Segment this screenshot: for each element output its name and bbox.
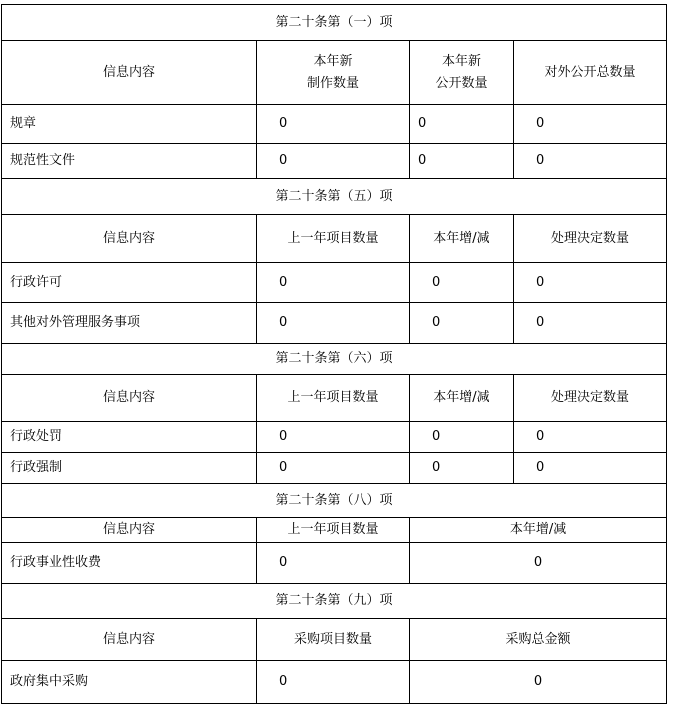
header-cell: 信息内容 bbox=[2, 619, 257, 661]
value-cell: 0 bbox=[257, 144, 410, 179]
header-row bbox=[2, 518, 667, 543]
value-cell: 0 bbox=[410, 144, 514, 179]
row-label: 规范性文件 bbox=[2, 144, 257, 179]
header-cell: 上一年项目数量 bbox=[257, 215, 410, 263]
header-line: 本年新 bbox=[441, 53, 481, 69]
value-cell: 0 bbox=[257, 105, 410, 144]
header-line: 制作数量 bbox=[306, 75, 359, 91]
value-cell: 0 bbox=[514, 422, 667, 453]
value-cell: 0 bbox=[514, 303, 667, 344]
table-row bbox=[2, 453, 667, 484]
value-cell: 0 bbox=[514, 263, 667, 303]
header-cell: 信息内容 bbox=[2, 215, 257, 263]
table-row bbox=[2, 422, 667, 453]
section-title-row bbox=[2, 179, 667, 215]
row-label: 规章 bbox=[2, 105, 257, 144]
table-row bbox=[2, 661, 667, 704]
header-cell: 对外公开总数量 bbox=[514, 41, 667, 105]
row-label: 其他对外管理服务事项 bbox=[2, 303, 257, 344]
section-title-row bbox=[2, 484, 667, 518]
section-title: 第二十条第（一）项 bbox=[2, 5, 667, 41]
table-row bbox=[2, 303, 667, 344]
row-label: 行政处罚 bbox=[2, 422, 257, 453]
header-cell: 本年增/减 bbox=[410, 375, 514, 422]
value-cell: 0 bbox=[410, 263, 514, 303]
header-cell: 处理决定数量 bbox=[514, 215, 667, 263]
value-cell: 0 bbox=[514, 105, 667, 144]
header-cell: 本年增/减 bbox=[410, 518, 667, 543]
value-cell: 0 bbox=[514, 144, 667, 179]
header-cell: 采购总金额 bbox=[410, 619, 667, 661]
value-cell: 0 bbox=[257, 543, 410, 584]
value-cell: 0 bbox=[514, 453, 667, 484]
header-line: 本年新 bbox=[313, 53, 353, 69]
value-cell: 0 bbox=[410, 303, 514, 344]
section-title-row bbox=[2, 584, 667, 619]
table-row bbox=[2, 144, 667, 179]
value-cell: 0 bbox=[257, 303, 410, 344]
header-cell: 采购项目数量 bbox=[257, 619, 410, 661]
row-label: 行政强制 bbox=[2, 453, 257, 484]
section-title-row bbox=[2, 5, 667, 41]
header-cell: 本年增/减 bbox=[410, 215, 514, 263]
disclosure-table bbox=[1, 4, 667, 704]
value-cell: 0 bbox=[257, 263, 410, 303]
header-row bbox=[2, 375, 667, 422]
row-label: 行政事业性收费 bbox=[2, 543, 257, 584]
value-cell: 0 bbox=[410, 543, 667, 584]
header-cell: 信息内容 bbox=[2, 375, 257, 422]
section-title: 第二十条第（八）项 bbox=[2, 484, 667, 518]
value-cell: 0 bbox=[410, 453, 514, 484]
value-cell: 0 bbox=[410, 105, 514, 144]
section-title: 第二十条第（五）项 bbox=[2, 179, 667, 215]
header-row bbox=[2, 619, 667, 661]
row-label: 政府集中采购 bbox=[2, 661, 257, 704]
header-cell: 信息内容 bbox=[2, 41, 257, 105]
section-title-row bbox=[2, 344, 667, 375]
value-cell: 0 bbox=[410, 422, 514, 453]
header-line: 公开数量 bbox=[435, 75, 488, 91]
header-cell: 处理决定数量 bbox=[514, 375, 667, 422]
value-cell: 0 bbox=[257, 453, 410, 484]
value-cell: 0 bbox=[257, 422, 410, 453]
table-row bbox=[2, 105, 667, 144]
table-row bbox=[2, 263, 667, 303]
row-label: 行政许可 bbox=[2, 263, 257, 303]
header-row bbox=[2, 41, 667, 105]
table-row bbox=[2, 543, 667, 584]
value-cell: 0 bbox=[410, 661, 667, 704]
header-cell-two-line bbox=[257, 41, 410, 105]
value-cell: 0 bbox=[257, 661, 410, 704]
header-cell: 上一年项目数量 bbox=[257, 375, 410, 422]
header-cell-two-line bbox=[410, 41, 514, 105]
header-cell: 信息内容 bbox=[2, 518, 257, 543]
section-title: 第二十条第（六）项 bbox=[2, 344, 667, 375]
section-title: 第二十条第（九）项 bbox=[2, 584, 667, 619]
header-row bbox=[2, 215, 667, 263]
header-cell: 上一年项目数量 bbox=[257, 518, 410, 543]
